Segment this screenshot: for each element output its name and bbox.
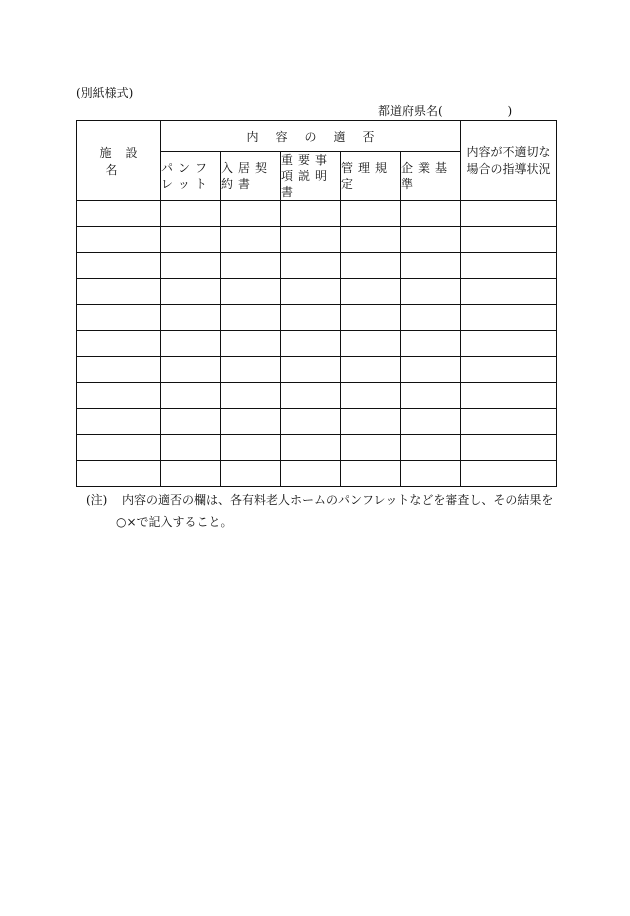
important-matters-header: 重要事項説明書 bbox=[281, 152, 341, 201]
content-suitability-header: 内容の適否 bbox=[161, 121, 461, 152]
guidance-status-cell[interactable] bbox=[461, 253, 557, 279]
guidance-status-cell[interactable] bbox=[461, 201, 557, 227]
contract-cell[interactable] bbox=[221, 201, 281, 227]
facility-name-cell[interactable] bbox=[77, 279, 161, 305]
pamphlet-cell[interactable] bbox=[161, 383, 221, 409]
important-matters-cell[interactable] bbox=[281, 331, 341, 357]
important-matters-cell[interactable] bbox=[281, 461, 341, 487]
table-row bbox=[77, 331, 557, 357]
table-row bbox=[77, 201, 557, 227]
guidance-header-line1: 内容が不適切な bbox=[466, 144, 551, 159]
pamphlet-cell[interactable] bbox=[161, 357, 221, 383]
table-row bbox=[77, 461, 557, 487]
pamphlet-header: パンフレット bbox=[161, 152, 221, 201]
guidance-status-cell[interactable] bbox=[461, 461, 557, 487]
management-rules-cell[interactable] bbox=[341, 357, 401, 383]
table-row bbox=[77, 227, 557, 253]
guidance-status-cell[interactable] bbox=[461, 227, 557, 253]
footnote-label: (注) bbox=[86, 493, 108, 507]
table-row bbox=[77, 279, 557, 305]
pamphlet-cell[interactable] bbox=[161, 409, 221, 435]
contract-cell[interactable] bbox=[221, 227, 281, 253]
pamphlet-cell[interactable] bbox=[161, 227, 221, 253]
management-rules-cell[interactable] bbox=[341, 201, 401, 227]
prefecture-close: ) bbox=[507, 104, 513, 118]
pamphlet-cell[interactable] bbox=[161, 331, 221, 357]
footnote bbox=[86, 489, 566, 533]
facility-name-cell[interactable] bbox=[77, 201, 161, 227]
company-standards-cell[interactable] bbox=[401, 253, 461, 279]
footnote-text-1: 内容の適否の欄は、各有料老人ホームのパンフレットなどを審査し、その結果を bbox=[122, 493, 554, 507]
pamphlet-cell[interactable] bbox=[161, 201, 221, 227]
prefecture-field bbox=[378, 102, 512, 119]
important-matters-cell[interactable] bbox=[281, 435, 341, 461]
contract-cell[interactable] bbox=[221, 383, 281, 409]
contract-cell[interactable] bbox=[221, 253, 281, 279]
company-standards-header: 企業基準 bbox=[401, 152, 461, 201]
management-rules-cell[interactable] bbox=[341, 227, 401, 253]
company-standards-cell[interactable] bbox=[401, 201, 461, 227]
facility-name-cell[interactable] bbox=[77, 331, 161, 357]
table-row bbox=[77, 253, 557, 279]
pamphlet-cell[interactable] bbox=[161, 435, 221, 461]
management-rules-cell[interactable] bbox=[341, 331, 401, 357]
guidance-status-header bbox=[461, 121, 557, 201]
management-rules-cell[interactable] bbox=[341, 305, 401, 331]
pamphlet-cell[interactable] bbox=[161, 279, 221, 305]
contract-cell[interactable] bbox=[221, 409, 281, 435]
contract-header: 入居契約書 bbox=[221, 152, 281, 201]
management-rules-cell[interactable] bbox=[341, 461, 401, 487]
facility-name-cell[interactable] bbox=[77, 435, 161, 461]
table-row bbox=[77, 435, 557, 461]
contract-cell[interactable] bbox=[221, 435, 281, 461]
management-rules-cell[interactable] bbox=[341, 279, 401, 305]
facility-name-cell[interactable] bbox=[77, 357, 161, 383]
guidance-status-cell[interactable] bbox=[461, 331, 557, 357]
contract-cell[interactable] bbox=[221, 357, 281, 383]
company-standards-cell[interactable] bbox=[401, 357, 461, 383]
table-row bbox=[77, 305, 557, 331]
company-standards-cell[interactable] bbox=[401, 331, 461, 357]
management-rules-header: 管理規定 bbox=[341, 152, 401, 201]
table-row bbox=[77, 383, 557, 409]
important-matters-cell[interactable] bbox=[281, 227, 341, 253]
footnote-line-1 bbox=[86, 489, 566, 511]
form-label: (別紙様式) bbox=[76, 86, 134, 100]
facility-name-cell[interactable] bbox=[77, 227, 161, 253]
contract-cell[interactable] bbox=[221, 305, 281, 331]
table-row bbox=[77, 409, 557, 435]
guidance-status-cell[interactable] bbox=[461, 383, 557, 409]
prefecture-label: 都道府県名( bbox=[378, 104, 443, 118]
guidance-status-cell[interactable] bbox=[461, 279, 557, 305]
facility-name-cell[interactable] bbox=[77, 461, 161, 487]
important-matters-cell[interactable] bbox=[281, 357, 341, 383]
important-matters-cell[interactable] bbox=[281, 305, 341, 331]
pamphlet-cell[interactable] bbox=[161, 305, 221, 331]
guidance-status-cell[interactable] bbox=[461, 305, 557, 331]
company-standards-cell[interactable] bbox=[401, 227, 461, 253]
footnote-line-2: ○×で記入すること。 bbox=[116, 515, 233, 529]
facility-name-header: 施設名 bbox=[77, 121, 161, 201]
facility-name-cell[interactable] bbox=[77, 409, 161, 435]
important-matters-cell[interactable] bbox=[281, 383, 341, 409]
review-table bbox=[76, 120, 557, 487]
management-rules-cell[interactable] bbox=[341, 409, 401, 435]
important-matters-cell[interactable] bbox=[281, 279, 341, 305]
header-row-1 bbox=[77, 121, 557, 152]
company-standards-cell[interactable] bbox=[401, 461, 461, 487]
management-rules-cell[interactable] bbox=[341, 383, 401, 409]
company-standards-cell[interactable] bbox=[401, 305, 461, 331]
table-row bbox=[77, 357, 557, 383]
guidance-status-cell[interactable] bbox=[461, 435, 557, 461]
important-matters-cell[interactable] bbox=[281, 409, 341, 435]
important-matters-cell[interactable] bbox=[281, 253, 341, 279]
company-standards-cell[interactable] bbox=[401, 435, 461, 461]
company-standards-cell[interactable] bbox=[401, 409, 461, 435]
pamphlet-cell[interactable] bbox=[161, 253, 221, 279]
important-matters-cell[interactable] bbox=[281, 201, 341, 227]
guidance-header-line2: 場合の指導状況 bbox=[466, 161, 551, 176]
company-standards-cell[interactable] bbox=[401, 383, 461, 409]
contract-cell[interactable] bbox=[221, 461, 281, 487]
facility-name-cell[interactable] bbox=[77, 383, 161, 409]
company-standards-cell[interactable] bbox=[401, 279, 461, 305]
facility-name-cell[interactable] bbox=[77, 253, 161, 279]
contract-cell[interactable] bbox=[221, 331, 281, 357]
table-body bbox=[77, 201, 557, 487]
prefecture-blank[interactable] bbox=[443, 104, 508, 118]
management-rules-cell[interactable] bbox=[341, 253, 401, 279]
facility-name-cell[interactable] bbox=[77, 305, 161, 331]
contract-cell[interactable] bbox=[221, 279, 281, 305]
guidance-status-cell[interactable] bbox=[461, 357, 557, 383]
guidance-status-cell[interactable] bbox=[461, 409, 557, 435]
pamphlet-cell[interactable] bbox=[161, 461, 221, 487]
management-rules-cell[interactable] bbox=[341, 435, 401, 461]
